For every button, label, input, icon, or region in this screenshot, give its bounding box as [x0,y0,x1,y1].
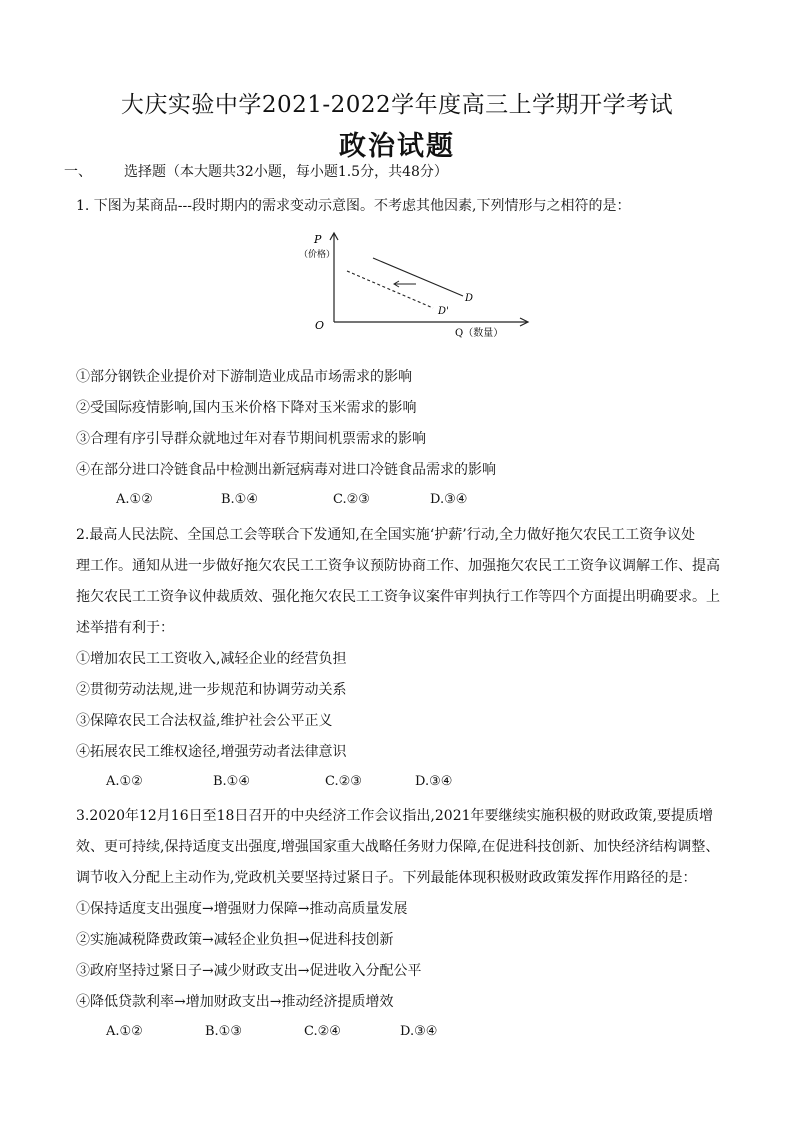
q1-choice-a[interactable]: A.①② [116,492,153,507]
q2-option-4: ④拓展农民工维权途径,增强劳动者法律意识 [76,744,347,760]
q2-option-3: ③保障农民工合法权益,维护社会公平正义 [76,713,333,729]
q3-option-3: ③政府坚持过紧日子→减少财政支出→促进收入分配公平 [76,963,422,979]
q1-choices [0,492,794,512]
y-axis-label: P [314,233,322,246]
q2-option-2: ②贯彻劳动法规,进一步规范和协调劳动关系 [76,682,347,698]
q3-choice-b[interactable]: B.①③ [205,1024,242,1039]
q1-choice-b[interactable]: B.①④ [221,492,258,507]
exam-subtitle: 政治试题 [339,131,455,162]
section-heading [64,161,448,181]
q2-stem-line-2: 理工作。通知从进一步做好拖欠农民工工资争议预防协商工作、加强拖欠农民工工资争议调解工作、提高 [76,558,720,574]
exam-title: 大庆实验中学2021-2022学年度高三上学期开学考试 [120,92,674,118]
q3-stem-line-3: 调节收入分配上主动作为,党政机关要坚持过紧日子。下列最能体现积极财政政策发挥作用路径的是： [76,870,697,886]
demand-shift-diagram [299,228,535,340]
q2-choices [0,774,794,794]
x-axis-label: Q（数量） [455,328,504,339]
q2-choice-b[interactable]: B.①④ [213,774,250,789]
q1-option-3: ③合理有序引导群众就地过年对春节期间机票需求的影响 [76,431,426,447]
q3-stem-line-1: 3.2020年12月16日至18日召开的中央经济工作会议指出,2021年要继续实施积极的财政政策,要提质增 [76,808,713,824]
q3-option-1: ①保持适度支出强度→增强财力保障→推动高质量发展 [76,901,408,917]
q3-choice-d[interactable]: D.③④ [400,1024,438,1039]
q3-choices [0,1024,794,1044]
demand-curve-d [373,258,463,296]
q2-option-1: ①增加农民工工资收入,减轻企业的经营负担 [76,651,347,667]
y-axis-sublabel: （价格） [299,250,336,260]
q2-choice-c[interactable]: C.②③ [325,774,362,789]
q3-choice-c[interactable]: C.②④ [304,1024,341,1039]
q1-stem: 1. 下图为某商品---段时期内的需求变动示意图。不考虑其他因素,下列情形与之相符的是： [76,198,631,214]
curve-d-label: D [465,293,474,304]
q1-option-2: ②受国际疫情影响,国内玉米价格下降对玉米需求的影响 [76,400,417,416]
q2-stem-line-1: 2.最高人民法院、全国总工会等联合下发通知,在全国实施‘护薪’行动,全力做好拖欠农民工工资争议处 [76,527,696,543]
q2-choice-d[interactable]: D.③④ [415,774,453,789]
q2-stem-line-3: 拖欠农民工工资争议仲裁质效、强化拖欠农民工工资争议案件审判执行工作等四个方面提出明确要求。上 [76,589,720,605]
q1-choice-d[interactable]: D.③④ [430,492,468,507]
q2-choice-a[interactable]: A.①② [106,774,143,789]
section-number: 一、 [64,164,92,180]
section-text: 选择题（本大题共32小题，每小题1.5分，共48分） [124,164,448,180]
q3-option-4: ④降低贷款利率→增加财政支出→推动经济提质增效 [76,994,394,1010]
origin-label: O [315,319,325,332]
curve-d-prime-label: D' [438,306,449,317]
demand-curve-d-prime [347,271,433,308]
q1-choice-c[interactable]: C.②③ [333,492,370,507]
q1-option-4: ④在部分进口冷链食品中检测出新冠病毒对进口冷链食品需求的影响 [76,462,496,478]
q3-choice-a[interactable]: A.①② [106,1024,143,1039]
q2-stem-line-4: 述举措有利于： [76,620,174,636]
q3-stem-line-2: 效、更可持续,保持适度支出强度,增强国家重大战略任务财力保障,在促进科技创新、加快经济结构调整、 [76,839,720,855]
q1-option-1: ①部分钢铁企业提价对下游制造业成品市场需求的影响 [76,369,412,385]
q3-option-2: ②实施减税降费政策→减轻企业负担→促进科技创新 [76,932,394,948]
